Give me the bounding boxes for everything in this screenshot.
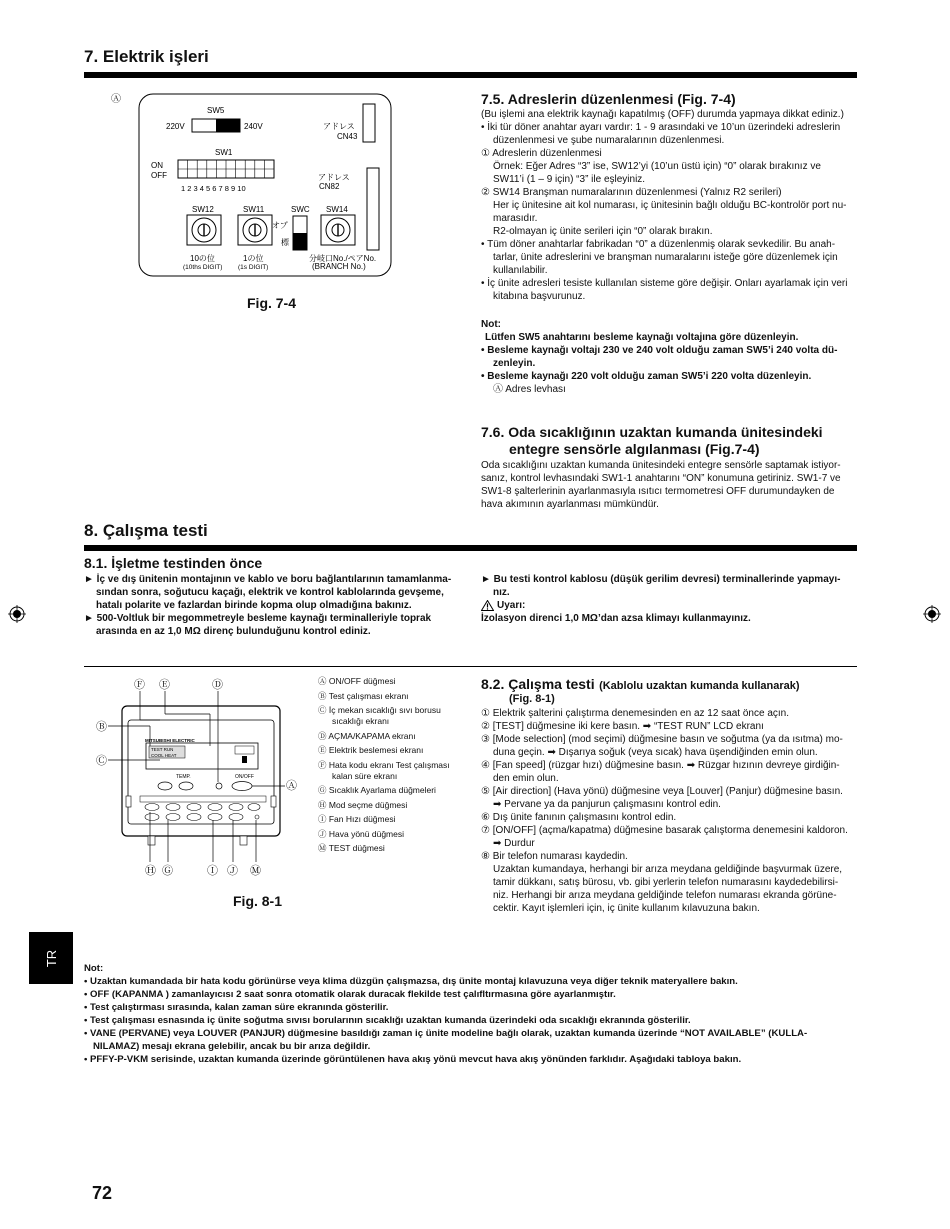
off-label: OFF: [151, 171, 167, 180]
fig-8-1-legend: [318, 676, 468, 858]
section-8-2-title-line2: (Fig. 8-1): [509, 693, 555, 705]
s81-line: ► İç ve dış ünitenin montajının ve kablo ve boru bağlantılarının tamamlanma-: [84, 574, 452, 585]
section-7-6-title-1: 7.6. Oda sıcaklığının uzaktan kumanda ünitesindeki: [481, 424, 823, 440]
s75-line: kullanılabilir.: [493, 265, 548, 276]
tens-digit-jp: 10の位: [190, 254, 215, 263]
s75-line: • İki tür döner anahtar ayarı vardır: 1 - 9 arasındaki ve 10’un üzerindeki adreslerin: [481, 122, 841, 133]
tens-digit-en: (10ths DIGIT): [183, 264, 223, 271]
s82-line: ① Elektrik şalterini çalıştırma denemesinden en az 12 saat önce açın.: [481, 708, 790, 719]
bottom-note-line: • VANE (PERVANE) veya LOUVER (PANJUR) düğmesine basıldığı zaman iç ünite modeline bağlı olarak, uzaktan kumanda üzerinde “NOT AVAILABLE” (KULLA-: [84, 1028, 808, 1039]
section-8-2-body: [481, 707, 859, 915]
bottom-note-line: • OFF (KAPANMA ) zamanlayıcısı 2 saat sonra otomatik olarak duracak flekilde test çalıfltırmasına göre ayarlanmıştır.: [84, 989, 616, 1000]
s82-line: tamir dükkanı, satış bürosu, vb. gibi yerlerin telefon numarasını kaydedebilirsi-: [493, 877, 839, 888]
section-8-title: 8. Çalışma testi: [84, 521, 208, 540]
lcd-test-run: TEST RUN: [151, 747, 174, 752]
section-7-rule: [84, 72, 857, 78]
sw11-label: SW11: [243, 205, 265, 214]
bottom-note-line: • Test çalıştırması sırasında, kalan zaman süre ekranında gösterilir.: [84, 1002, 389, 1013]
note-line: zenleyin.: [493, 358, 536, 369]
s82-line: ② [TEST] düğmesine iki kere basın. ➡ “TEST RUN” LCD ekranı: [481, 721, 764, 732]
fig-8-1-remote-controller: [90, 672, 310, 882]
bottom-note-line: • Uzaktan kumandada bir hata kodu görünürse veya klima düzgün çalışmazsa, dış ünite montaj kılavuzuna veya diğer teknik materyallere bakın.: [84, 976, 738, 987]
callout-h: Ⓗ: [145, 865, 156, 877]
section-7-6-body: [481, 459, 859, 511]
fig-8-1-caption: Fig. 8-1: [233, 893, 283, 909]
cn82-label-a: アドレス: [318, 173, 350, 182]
callout-a: Ⓐ: [286, 780, 297, 792]
legend-item: Ⓘ Fan Hızı düğmesi: [318, 814, 396, 824]
warning-text: İzolasyon direnci 1,0 MΩ’dan azsa klimayı kullanmayınız.: [481, 613, 751, 624]
sw12-rotary-switch: [187, 215, 221, 245]
legend-item: Ⓔ Elektrik beslemesi ekranı: [318, 745, 424, 755]
bottom-note: [84, 962, 859, 1066]
sw11-rotary-switch: [238, 215, 272, 245]
bottom-note-line: • Test çalışması esnasında iç ünite soğutma sıvısı borularının sıcaklığı uzaktan kumanda üzerindeki oda sıcaklığı ekranında gösterilir.: [84, 1015, 691, 1026]
s75-line: ② SW14 Branşman numaralarının düzenlenmesi (Yalnız R2 serileri): [481, 187, 782, 198]
s75-line: • İç ünite adresleri tesiste kullanılan sisteme göre değişir. Onları ayarlamak için veri: [481, 278, 848, 289]
s81-line: hatalı polarite ve fazlardan birinde kopma olup olmadığına bakınız.: [96, 600, 412, 611]
section-8-1-title: 8.1. İşletme testinden önce: [84, 555, 263, 571]
dip-numbers: 1 2 3 4 5 6 7 8 9 10: [181, 184, 246, 193]
s81-line: ► Bu testi kontrol kablosu (düşük gerilim devresi) terminallerinde yapmayı-: [481, 574, 841, 585]
onoff-label: ON/OFF: [235, 774, 254, 780]
brand-label: MITSUBISHI ELECTRIC: [145, 738, 195, 743]
callout-f: Ⓕ: [134, 679, 145, 691]
section-8-rule: [84, 545, 857, 551]
s75-line: kitabına başvurunuz.: [493, 291, 586, 302]
fig-7-4-diagram: [105, 88, 405, 283]
s75-line: Örnek: Eğer Adres “3” ise, SW12’yi (10’un üstü için) “0” olarak bırakınız ve: [493, 161, 821, 172]
on-label: ON: [151, 161, 163, 170]
address-board-marker: Ⓐ: [111, 94, 121, 105]
section-7-6-title-2: entegre sensörle algılanması (Fig.7-4): [509, 441, 760, 457]
s75-line: tarlar, ünite adreslerini ve branşman numaralarını isteğe göre düzenlemek için: [493, 252, 838, 263]
s82-line: niz. Herhangi bir arıza meydana geldiğinde telefon numarası ekranda görüne-: [493, 890, 837, 901]
s82-line: duna geçin. ➡ Dışarıya soğuk (veya sıcak) hava üşendiğinden emin olun.: [493, 747, 818, 758]
s75-line: (Bu işlemi ana elektrik kaynağı kapatılmış (OFF) durumda yapmaya dikkat ediniz.): [481, 109, 844, 120]
sw1-label: SW1: [215, 148, 233, 157]
s81-line: arasında en az 1,0 MΩ direnç bulunduğunu kontrol ediniz.: [96, 626, 371, 637]
callout-d: Ⓓ: [212, 679, 223, 691]
lcd-cool-heat: COOL HEAT: [151, 753, 177, 758]
registration-mark-right: [923, 605, 941, 623]
sw14-label: SW14: [326, 205, 348, 214]
section-7-title: 7. Elektrik işleri: [84, 47, 209, 66]
note-line: Lütfen SW5 anahtarını besleme kaynağı voltajına göre düzenleyin.: [485, 332, 799, 343]
section-7-5-note: [481, 318, 859, 396]
s82-line: den emin olun.: [493, 773, 559, 784]
s82-line: ⑦ [ON/OFF] (açma/kapatma) düğmesine basarak çalıştorma denemesini kaldoron.: [481, 825, 848, 836]
section-7-5-title: 7.5. Adreslerin düzenlenmesi (Fig. 7-4): [481, 91, 736, 107]
s82-line: Uzaktan kumandaya, herhangi bir arıza meydana geldiğinde başvurmak üzere,: [493, 864, 843, 875]
bottom-note-title: Not:: [84, 963, 104, 974]
sw1-dip-switch: [178, 160, 274, 178]
branch-jp: 分岐口No./ペアNo.: [309, 254, 377, 263]
sw12-label: SW12: [192, 205, 214, 214]
s76-line: SW1-8 şalterlerinin ayarlanmasıyla ısıtıcı termometresi OFF durumundayken de: [481, 486, 835, 497]
s82-line: ⑥ Dış ünite fanının çalışmasını kontrol edin.: [481, 812, 677, 823]
s76-line: hava akımının ayarlanması mümkündür.: [481, 499, 659, 510]
callout-m: Ⓜ: [250, 865, 261, 877]
swc-top-label: オプ: [272, 221, 288, 230]
s82-line: ➡ Pervane ya da panjurun çalışmasını kontrol edin.: [493, 799, 721, 810]
legend-item: Ⓒ İç mekan sıcaklığı sıvı borusu sıcaklığı ekranı: [318, 705, 441, 726]
s75-line: Her iç ünitesine ait kol numarası, iç ünitesinin bağlı olduğu BC-kontrolör port nu-: [493, 200, 847, 211]
legend-item: Ⓓ AÇMA/KAPAMA ekranı: [318, 730, 416, 741]
callout-j: Ⓙ: [227, 865, 238, 877]
swc-bottom-label: 標: [281, 238, 289, 247]
fig-7-4-caption: Fig. 7-4: [247, 295, 297, 311]
s75-line: R2-olmayan iç ünite serileri için “0” olarak bırakın.: [493, 226, 713, 237]
s75-line: • Tüm döner anahtarlar fabrikadan “0” a düzenlenmiş olarak sevkedilir. Bu anah-: [481, 239, 836, 250]
s82-line: ③ [Mode selection] (mod seçimi) düğmesine basın ve soğutma (ya da ısıtma) mo-: [481, 734, 843, 745]
callout-e: Ⓔ: [159, 679, 170, 691]
legend-item: Ⓑ Test çalışması ekranı: [318, 690, 409, 701]
section-8-1-right: [481, 573, 859, 625]
s81-line: sından sonra, soğutucu kaçağı, elektrik ve kontrol kablolarında gevşeme,: [96, 587, 444, 598]
s75-line: düzenlenmesi ve şube numaralarının düzenlenmesi.: [493, 135, 725, 146]
s82-line: ⑤ [Air direction] (Hava yönü) düğmesine veya [Louver] (Panjur) düğmesine basın.: [481, 786, 843, 797]
callout-g: Ⓖ: [162, 865, 173, 877]
s82-line: ⑧ Bir telefon numarası kaydedin.: [481, 851, 628, 862]
v240-label: 240V: [244, 122, 263, 131]
warning-icon: [481, 600, 494, 611]
page-number: 72: [92, 1183, 113, 1203]
s82-title-main: 8.2. Çalışma testi: [481, 676, 595, 692]
registration-mark-left: [8, 605, 26, 623]
v220-label: 220V: [166, 122, 185, 131]
callout-c: Ⓒ: [96, 755, 107, 767]
bottom-note-line: • PFFY-P-VKM serisinde, uzaktan kumanda üzerinde görüntülenen hava akış yönü mevcut hava akış yönünden farklıdır. Aşağıdaki tabloya bakın.: [84, 1054, 742, 1065]
swc-label: SWC: [291, 205, 310, 214]
section-8-divider: [84, 666, 857, 667]
legend-item: Ⓖ Sıcaklık Ayarlama düğmeleri: [318, 785, 436, 795]
s82-title-small: (Kablolu uzaktan kumanda kullanarak): [599, 680, 800, 692]
language-tab: [29, 932, 73, 984]
s76-line: Oda sıcaklığını uzaktan kumanda ünitesindeki entegre sensörle saptamak istiyor-: [481, 460, 841, 471]
callout-b: Ⓑ: [96, 721, 107, 733]
s81-line: ► 500-Voltluk bir megommetreyle besleme kaynağı terminalleriyle toprak: [84, 613, 432, 624]
cn82-label-b: CN82: [319, 182, 340, 191]
callout-i: Ⓘ: [207, 865, 218, 877]
ones-digit-en: (1s DIGIT): [238, 264, 269, 271]
bottom-note-line: NILAMAZ) mesajı ekrana gelebilir, ancak bu bir arıza değildir.: [93, 1041, 371, 1052]
section-7-5-body: [481, 108, 859, 303]
s75-line: ① Adreslerin düzenlenmesi: [481, 148, 602, 159]
s75-line: marasıdır.: [493, 213, 538, 224]
cn43-label-b: CN43: [337, 132, 358, 141]
language-tab-label: TR: [44, 949, 60, 968]
note-line: • Besleme kaynağı voltajı 230 ve 240 volt olduğu zaman SW5’i 240 volta dü-: [481, 345, 838, 356]
legend-item: Ⓐ ON/OFF düğmesi: [318, 676, 396, 686]
note-marker: Ⓐ Adres levhası: [493, 384, 566, 395]
cn43-label-a: アドレス: [323, 122, 355, 131]
legend-item: Ⓗ Mod seçme düğmesi: [318, 799, 408, 810]
section-8-2-title: [481, 676, 861, 694]
temp-label: TEMP.: [176, 774, 191, 780]
sw5-label: SW5: [207, 106, 225, 115]
s82-line: ④ [Fan speed] (rüzgar hızı) düğmesine basın. ➡ Rüzgar hızının devreye girdiğin-: [481, 760, 840, 771]
branch-en: (BRANCH No.): [312, 262, 366, 271]
s82-line: cektir. Kayıt işlemleri için, iç ünite kullanım kılavuzuna bakın.: [493, 903, 760, 914]
legend-item: Ⓙ Hava yönü düğmesi: [318, 828, 404, 839]
sw14-rotary-switch: [321, 215, 355, 245]
s76-line: sanız, kontrol levhasındaki SW1-1 anahtarını “ON” konumuna getiriniz. SW1-7 ve: [481, 473, 841, 484]
note-line: • Besleme kaynağı 220 volt olduğu zaman SW5’i 220 volta düzenleyin.: [481, 371, 812, 382]
ones-digit-jp: 1の位: [243, 254, 264, 263]
section-8-1-left: [84, 573, 464, 638]
legend-item: Ⓕ Hata kodu ekranı Test çalışması kalan süre ekranı: [318, 759, 450, 781]
s75-line: SW11’i (1 – 9 için) “3” ile eşleyiniz.: [493, 174, 646, 185]
warning-title: Uyarı:: [497, 600, 526, 611]
legend-item: Ⓜ TEST düğmesi: [318, 843, 385, 853]
s82-line: ➡ Durdur: [493, 838, 535, 849]
s81-line: nız.: [493, 587, 510, 598]
note-title: Not:: [481, 319, 501, 330]
